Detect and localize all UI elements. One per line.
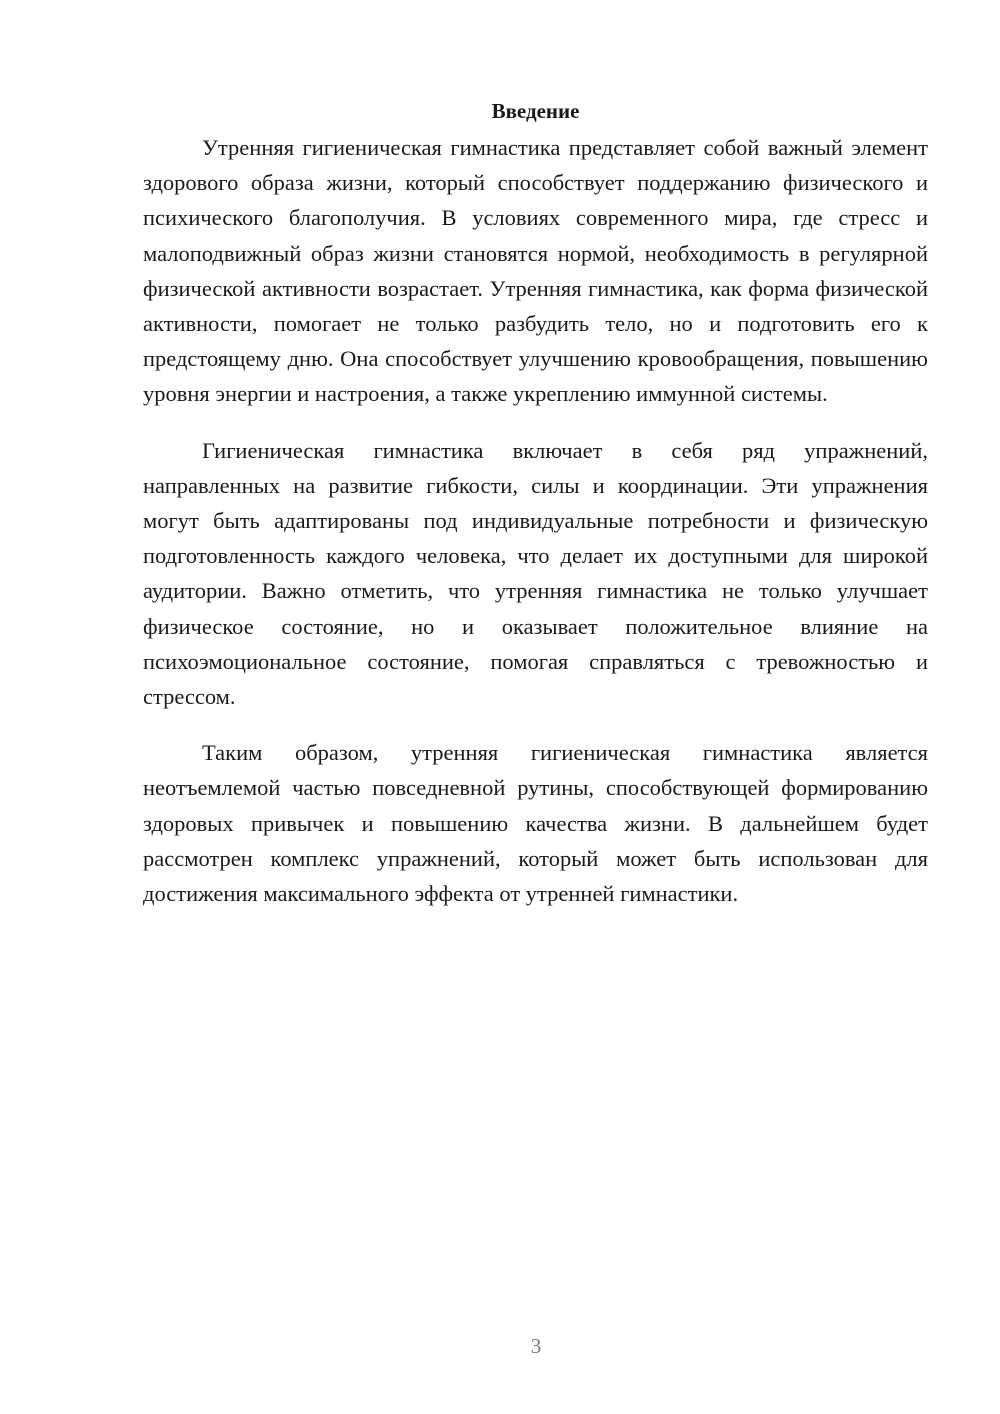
paragraph-2: Гигиеническая гимнастика включает в себя ряд упражнений, направленных на развитие гибкости, силы и координации. Эти упражнения могут быть адаптированы под индивидуальные потребности и физическую подготовленность каждого человека, что делает их доступными для широкой аудитории. Важно отметить, что утренняя гимнастика не только улучшает физическое состояние, но и оказывает положительное влияние на психоэмоциональное состояние, помогая справляться с тревожностью и стрессом. xyxy=(143,437,928,710)
page-content xyxy=(143,96,928,932)
page-number: 3 xyxy=(530,1334,542,1358)
paragraph-1: Утренняя гигиеническая гимнастика представляет собой важный элемент здорового образа жизни, который способствует поддержанию физического и психического благополучия. В условиях современного мира, где стресс и малоподвижный образ жизни становятся нормой, необходимость в регулярной физической активности возрастает. Утренняя гимнастика, как форма физической активности, помогает не только разбудить тело, но и подготовить его к предстоящему дню. Она способствует улучшению кровообращения, повышению уровня энергии и настроения, а также укреплению иммунной системы. xyxy=(143,135,928,407)
section-title: Введение xyxy=(491,99,580,123)
paragraph-3: Таким образом, утренняя гигиеническая гимнастика является неотъемлемой частью повседневной рутины, способствующей формированию здоровых привычек и повышению качества жизни. В дальнейшем будет рассмотрен комплекс упражнений, который может быть использован для достижения максимального эффекта от утренней гимнастики. xyxy=(143,740,928,907)
